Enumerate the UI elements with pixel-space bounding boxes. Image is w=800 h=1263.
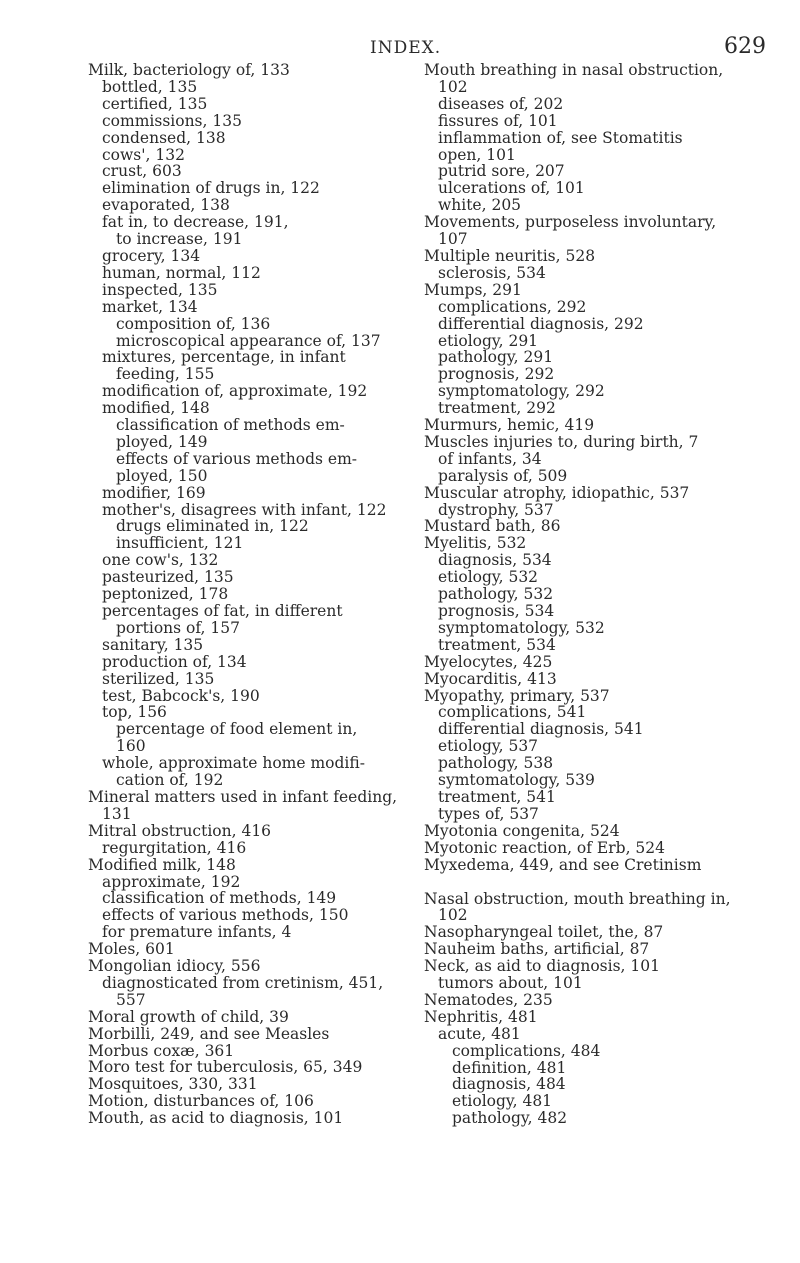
index-subentry: pathology, 532	[438, 585, 554, 604]
index-subentry: mixtures, percentage, in infant	[102, 348, 346, 367]
index-subentry: 557	[116, 990, 146, 1009]
index-subentry: differential diagnosis, 292	[438, 314, 644, 333]
index-entry: Moles, 601	[88, 940, 175, 959]
index-subentry: prognosis, 534	[438, 602, 555, 620]
index-subentry: test, Babcock's, 190	[102, 686, 260, 705]
index-subentry: definition, 481	[452, 1058, 567, 1077]
index-subentry: certified, 135	[102, 94, 208, 113]
index-entry: Myotonic reaction, of Erb, 524	[424, 838, 666, 857]
index-subentry: 102	[438, 77, 468, 96]
index-subentry: etiology, 291	[438, 331, 539, 350]
index-entry: Mongolian idiocy, 556	[88, 957, 261, 976]
index-subentry: differential diagnosis, 541	[438, 720, 644, 739]
index-subentry: symptomatology, 532	[438, 618, 605, 637]
index-subentry: whole, approximate home modifi-	[102, 754, 365, 773]
index-subentry: pasteurized, 135	[102, 568, 234, 587]
index-subentry: classification of methods em-	[116, 416, 345, 435]
index-entry: Nauheim baths, artificial, 87	[424, 940, 650, 959]
index-entry: Nasopharyngeal toilet, the, 87	[424, 923, 664, 942]
index-subentry: pathology, 482	[452, 1109, 568, 1128]
index-subentry: 160	[116, 737, 146, 756]
index-subentry: modified, 148	[102, 399, 210, 418]
index-subentry: evaporated, 138	[102, 196, 230, 215]
index-subentry: treatment, 534	[438, 635, 556, 654]
index-subentry: classification of methods, 149	[102, 889, 337, 908]
index-entry: Mouth breathing in nasal obstruction,	[424, 61, 724, 79]
index-subentry: diagnosticated from cretinism, 451,	[102, 973, 384, 992]
index-subentry: cows', 132	[102, 145, 185, 164]
index-subentry: dystrophy, 537	[438, 500, 554, 519]
index-subentry: paralysis of, 509	[438, 466, 568, 485]
index-subentry: production of, 134	[102, 652, 247, 671]
index-entry: Milk, bacteriology of, 133	[88, 61, 290, 79]
index-subentry: putrid sore, 207	[438, 162, 565, 181]
index-entry: Muscles injuries to, during birth, 7	[424, 432, 699, 451]
index-entry: Morbilli, 249, and see Measles	[88, 1024, 330, 1043]
index-subentry: diseases of, 202	[438, 94, 564, 113]
section-gap	[424, 874, 764, 891]
index-entry: Mouth, as acid to diagnosis, 101	[88, 1109, 344, 1128]
index-subentry: ployed, 149	[116, 432, 208, 451]
index-subentry: market, 134	[102, 297, 198, 316]
index-subentry: treatment, 541	[438, 787, 556, 806]
index-subentry: white, 205	[438, 196, 522, 215]
index-subentry: acute, 481	[438, 1024, 521, 1043]
index-subentry: etiology, 481	[452, 1092, 553, 1111]
index-subentry: etiology, 532	[438, 568, 539, 587]
index-entry: Myxedema, 449, and see Cretinism	[424, 855, 702, 874]
index-entry: Myelocytes, 425	[424, 652, 553, 671]
index-subentry: microscopical appearance of, 137	[116, 331, 381, 350]
right-index-column	[424, 62, 764, 1127]
index-entry: Myotonia congenita, 524	[424, 821, 620, 840]
index-entry: Nephritis, 481	[424, 1007, 538, 1026]
index-entry: Myocarditis, 413	[424, 669, 557, 688]
index-subentry: diagnosis, 534	[438, 551, 552, 570]
index-entry: Mumps, 291	[424, 280, 522, 299]
index-subentry: types of, 537	[438, 804, 539, 823]
index-subentry: diagnosis, 484	[452, 1075, 566, 1094]
index-subentry: prognosis, 292	[438, 365, 555, 384]
index-subentry: sclerosis, 534	[438, 263, 546, 282]
page-number: 629	[724, 34, 766, 59]
index-subentry: condensed, 138	[102, 128, 226, 147]
index-entry: Mineral matters used in infant feeding,	[88, 787, 398, 806]
index-entry: Movements, purposeless involuntary,	[424, 213, 717, 232]
index-subentry: pathology, 538	[438, 754, 554, 773]
index-subentry: crust, 603	[102, 162, 182, 181]
index-subentry: inspected, 135	[102, 280, 218, 299]
index-subentry: inflammation of, see Stomatitis	[438, 128, 683, 147]
index-subentry: etiology, 537	[438, 737, 539, 756]
index-subentry: sanitary, 135	[102, 635, 204, 654]
index-subentry: ployed, 150	[116, 466, 208, 485]
index-subentry: to increase, 191	[116, 230, 243, 249]
index-entry: Moro test for tuberculosis, 65, 349	[88, 1058, 363, 1077]
index-subentry: feeding, 155	[116, 365, 215, 384]
index-subentry: drugs eliminated in, 122	[116, 517, 309, 536]
index-entry: Myopathy, primary, 537	[424, 686, 610, 705]
index-subentry: elimination of drugs in, 122	[102, 179, 320, 198]
index-subentry: 131	[102, 804, 132, 823]
index-subentry: symtomatology, 539	[438, 771, 595, 790]
index-subentry: commissions, 135	[102, 111, 242, 130]
index-subentry: 107	[438, 230, 468, 249]
index-entry: Murmurs, hemic, 419	[424, 416, 595, 435]
index-entry: Nematodes, 235	[424, 990, 553, 1009]
index-subentry: complications, 484	[452, 1041, 601, 1060]
index-subentry: percentages of fat, in different	[102, 602, 343, 620]
index-subentry: percentage of food element in,	[116, 720, 358, 739]
index-subentry: sterilized, 135	[102, 669, 215, 688]
index-subentry: pathology, 291	[438, 348, 554, 367]
index-subentry: mother's, disagrees with infant, 122	[102, 500, 387, 519]
index-subentry: composition of, 136	[116, 314, 271, 333]
index-entry: Mustard bath, 86	[424, 517, 561, 536]
index-subentry: top, 156	[102, 703, 167, 722]
index-subentry: of infants, 34	[438, 449, 542, 468]
index-entry: Myelitis, 532	[424, 534, 527, 553]
index-entry: Multiple neuritis, 528	[424, 246, 596, 265]
index-entry: Modified milk, 148	[88, 855, 236, 874]
index-subentry: modifier, 169	[102, 483, 206, 502]
index-entry: Nasal obstruction, mouth breathing in,	[424, 889, 731, 908]
index-subentry: human, normal, 112	[102, 263, 261, 282]
index-subentry: fat in, to decrease, 191,	[102, 213, 289, 232]
left-index-column	[88, 62, 418, 1127]
index-entry: Neck, as aid to diagnosis, 101	[424, 957, 660, 976]
index-subentry: bottled, 135	[102, 77, 198, 96]
index-subentry: complications, 292	[438, 297, 587, 316]
index-subentry: ulcerations of, 101	[438, 179, 585, 198]
index-subentry: complications, 541	[438, 703, 587, 722]
index-entry: Mitral obstruction, 416	[88, 821, 272, 840]
index-entry: Moral growth of child, 39	[88, 1007, 289, 1026]
index-subentry: peptonized, 178	[102, 585, 229, 604]
index-subentry: portions of, 157	[116, 618, 240, 637]
index-subentry: insufficient, 121	[116, 534, 244, 553]
index-subentry: treatment, 292	[438, 399, 556, 418]
index-subentry: fissures of, 101	[438, 111, 558, 130]
index-entry: Morbus coxæ, 361	[88, 1041, 235, 1060]
index-subentry: grocery, 134	[102, 246, 201, 265]
running-head: INDEX.	[370, 38, 442, 58]
index-entry: Muscular atrophy, idiopathic, 537	[424, 483, 690, 502]
index-subentry: one cow's, 132	[102, 551, 219, 570]
index-subentry: for premature infants, 4	[102, 923, 292, 942]
index-subentry: modification of, approximate, 192	[102, 382, 368, 401]
index-subentry: effects of various methods, 150	[102, 906, 349, 925]
index-entry: Motion, disturbances of, 106	[88, 1092, 314, 1111]
index-subentry: cation of, 192	[116, 771, 224, 790]
index-entry: Mosquitoes, 330, 331	[88, 1075, 258, 1094]
index-subentry: tumors about, 101	[438, 974, 583, 993]
index-subentry: effects of various methods em-	[116, 449, 358, 468]
index-subentry: 102	[438, 906, 468, 925]
index-subentry: approximate, 192	[102, 872, 241, 891]
index-subentry: open, 101	[438, 145, 516, 164]
index-subentry: symptomatology, 292	[438, 382, 605, 401]
index-subentry: regurgitation, 416	[102, 838, 247, 857]
